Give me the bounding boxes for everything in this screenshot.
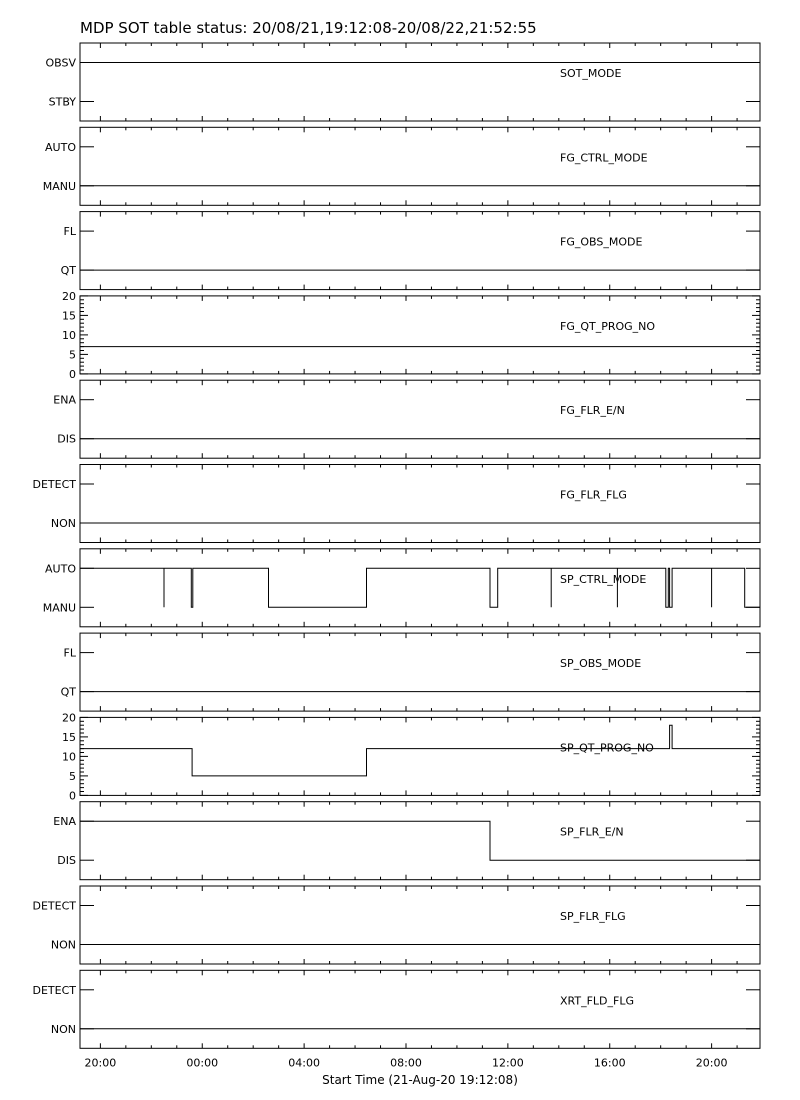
y-tick-label: NON	[50, 1022, 76, 1036]
y-tick-label: MANU	[42, 601, 76, 615]
chart-panels	[33, 43, 761, 1048]
y-tick-label: 0	[69, 367, 76, 381]
panel-sp-qt-prog-no	[62, 711, 760, 802]
panel-label: SP_FLR_FLG	[560, 910, 626, 923]
y-tick-label: QT	[60, 264, 76, 278]
panel-label: SP_QT_PROG_NO	[560, 741, 654, 755]
panel-sp-flr-flg	[33, 886, 761, 964]
panel-label: FG_CTRL_MODE	[560, 151, 648, 165]
panel-xrt-fld-flg	[33, 970, 761, 1048]
y-tick-label: 0	[69, 789, 76, 803]
y-tick-label: FL	[63, 646, 76, 660]
panel-fg-ctrl-mode	[43, 127, 760, 205]
panel-sp-flr-e-n	[53, 802, 760, 880]
y-tick-label: FL	[63, 225, 76, 239]
y-tick-label: DIS	[57, 432, 76, 446]
y-tick-label: 5	[69, 348, 76, 362]
y-tick-label: DIS	[57, 854, 76, 868]
panel-fg-obs-mode	[61, 212, 760, 290]
panel-frame	[80, 380, 760, 458]
panel-sot-mode	[45, 43, 760, 121]
y-tick-label: OBSV	[45, 56, 76, 70]
panel-fg-qt-prog-no	[62, 290, 760, 381]
y-tick-label: DETECT	[32, 899, 76, 913]
y-tick-label: QT	[60, 685, 76, 699]
panel-sp-obs-mode	[61, 633, 760, 711]
panel-frame	[80, 802, 760, 880]
y-tick-label: DETECT	[32, 983, 76, 997]
panel-fg-flr-flg	[33, 465, 761, 543]
panel-label: XRT_FLD_FLG	[560, 994, 635, 1008]
chart-title: MDP SOT table status: 20/08/21,19:12:08-20/08/22,21:52:55	[80, 19, 537, 37]
y-tick-label: 20	[62, 711, 76, 725]
y-tick-label: 15	[62, 309, 76, 323]
x-axis	[85, 1056, 728, 1069]
panel-label: FG_FLR_E/N	[560, 404, 625, 418]
y-tick-label: ENA	[53, 393, 76, 407]
y-tick-label: 15	[62, 730, 76, 744]
y-tick-label: NON	[50, 517, 76, 530]
panel-frame	[80, 633, 760, 711]
panel-label: SP_FLR_E/N	[560, 825, 624, 839]
panel-frame	[80, 886, 760, 964]
panel-label: SOT_MODE	[560, 67, 622, 80]
x-tick-label: 12:00	[492, 1056, 524, 1070]
series-line-sp-qt-prog-no	[80, 725, 760, 776]
series-line-sp-flr-e-n	[80, 821, 760, 860]
panel-label: FG_QT_PROG_NO	[560, 319, 656, 333]
y-tick-label: 20	[62, 289, 76, 303]
y-tick-label: STBY	[48, 95, 76, 109]
panel-label: FG_FLR_FLG	[560, 488, 627, 502]
panel-label: FG_OBS_MODE	[560, 235, 643, 249]
panel-frame	[80, 970, 760, 1048]
panel-frame	[80, 212, 760, 290]
panel-frame	[80, 43, 760, 121]
panel-frame	[80, 296, 760, 374]
y-tick-label: NON	[50, 938, 76, 952]
y-tick-label: 10	[62, 328, 76, 342]
y-tick-label: DETECT	[32, 478, 76, 491]
panel-fg-flr-e-n	[53, 380, 760, 458]
panel-frame	[80, 549, 760, 627]
y-tick-label: MANU	[42, 179, 76, 193]
x-tick-label: 20:00	[84, 1056, 117, 1070]
panel-label: SP_CTRL_MODE	[560, 572, 647, 586]
x-tick-label: 20:00	[695, 1056, 728, 1070]
x-tick-label: 16:00	[593, 1056, 626, 1070]
panel-sp-ctrl-mode	[43, 549, 760, 627]
panel-frame	[80, 717, 760, 795]
y-tick-label: AUTO	[45, 140, 76, 154]
panel-frame	[80, 465, 760, 543]
x-axis-label: Start Time (21-Aug-20 19:12:08)	[322, 1073, 518, 1087]
panel-label: SP_OBS_MODE	[560, 657, 642, 671]
y-tick-label: ENA	[53, 815, 76, 829]
x-tick-label: 04:00	[288, 1056, 320, 1070]
y-tick-label: AUTO	[45, 562, 76, 576]
x-tick-label: 00:00	[186, 1056, 219, 1070]
series-line-sp-ctrl-mode	[80, 568, 760, 607]
y-tick-label: 5	[69, 769, 76, 783]
y-tick-label: 10	[62, 750, 76, 764]
x-tick-label: 08:00	[390, 1056, 422, 1070]
panel-frame	[80, 127, 760, 205]
